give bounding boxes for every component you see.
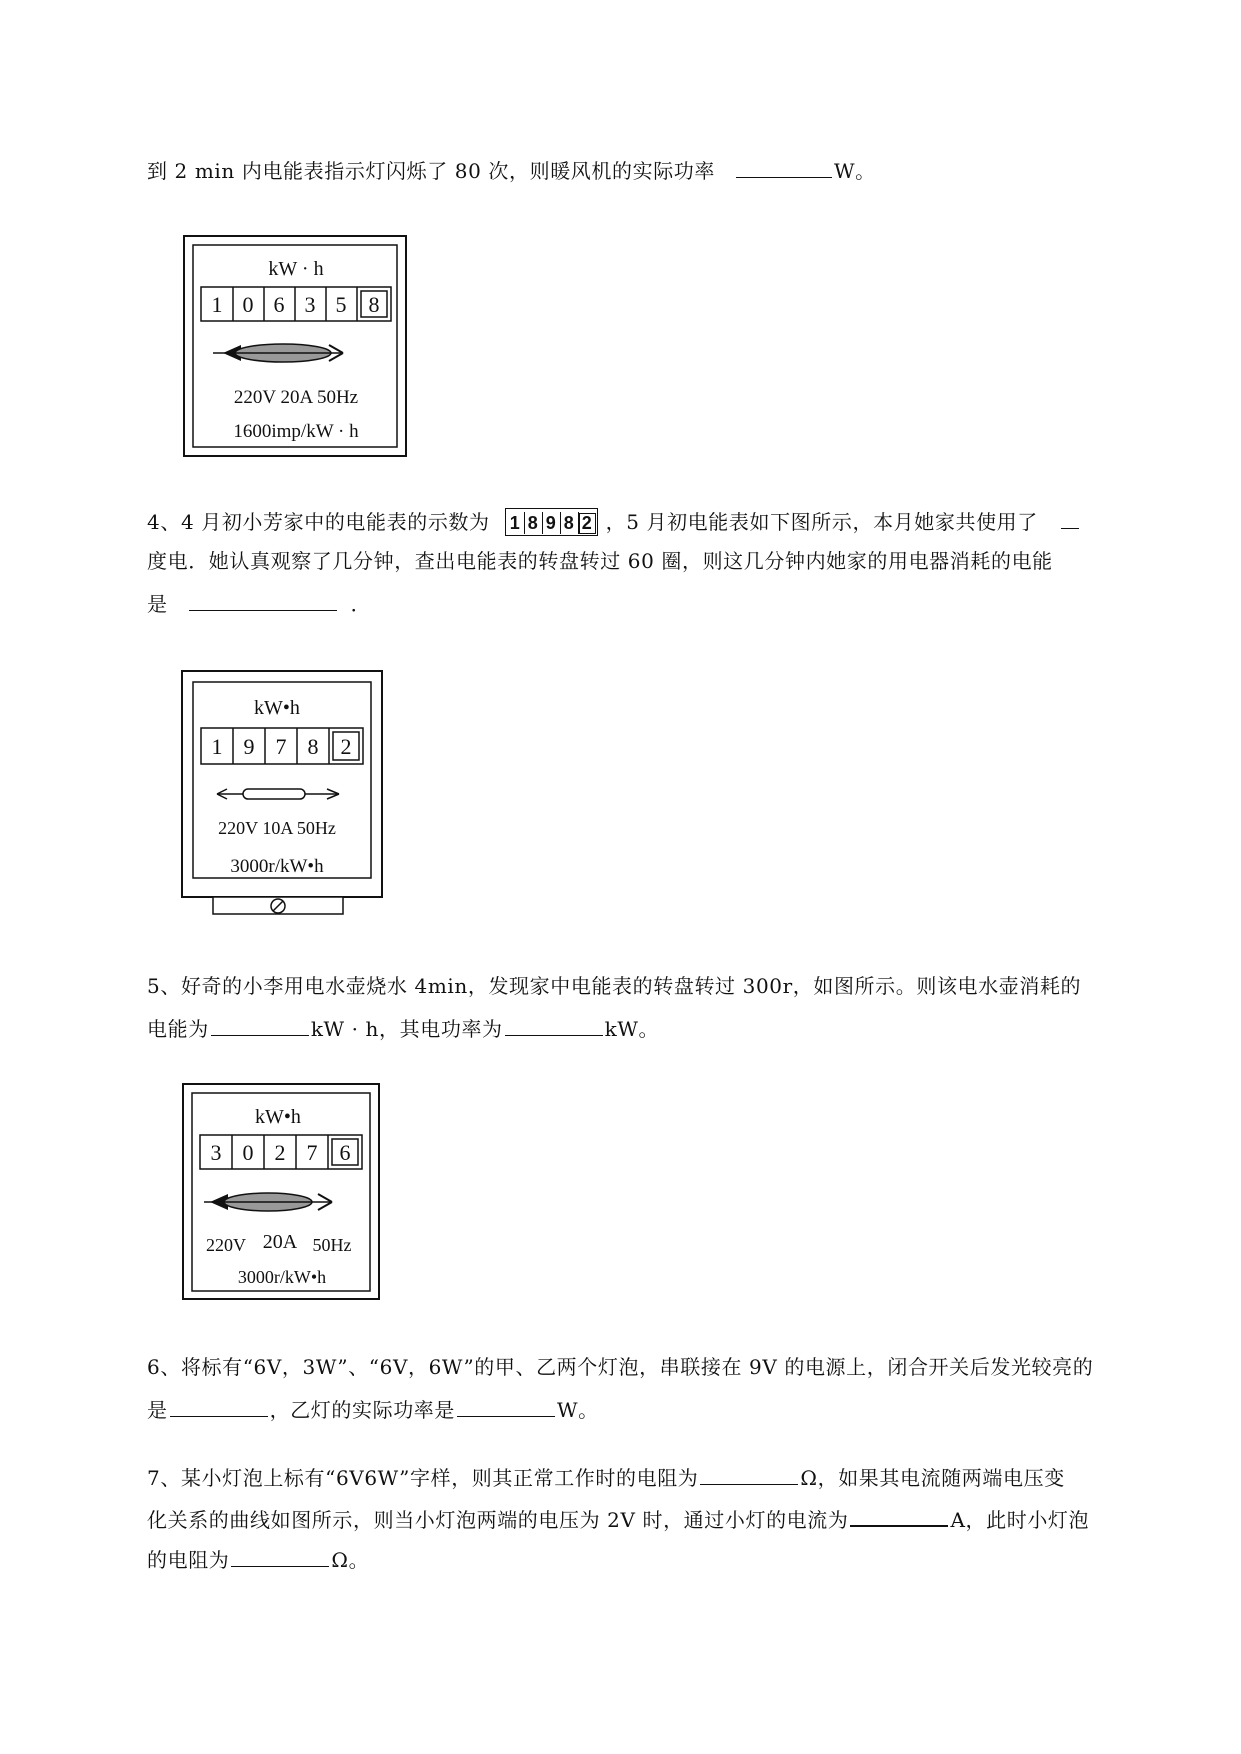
meter3-digit: 0 [242, 1140, 254, 1165]
q6-line2-b: ，乙灯的实际功率是 [269, 1398, 456, 1422]
q5-line2 [147, 1015, 659, 1041]
q4-answer-blank-1[interactable] [1061, 508, 1079, 529]
meter3-spec-voltage: 220V [206, 1235, 246, 1255]
q6-line2-a: 是 [147, 1398, 168, 1422]
q7-line2-a: 化关系的曲线如图所示，则当小灯泡两端的电压为 2V 时，通过小灯的电流为 [147, 1508, 849, 1532]
meter3-constant: 3000r/kW•h [237, 1267, 327, 1287]
q7-answer-blank-3[interactable] [231, 1546, 329, 1567]
meter2-spec: 220V 10A 50Hz [218, 818, 336, 838]
q6-line2 [147, 1396, 599, 1422]
q3-line [147, 157, 876, 183]
meter2-constant: 3000r/kW•h [230, 856, 324, 877]
meter1-digit: 5 [335, 292, 347, 317]
q6-number: 6、 [147, 1355, 181, 1379]
meter3-digit: 7 [306, 1140, 318, 1165]
inline-digit: 8 [561, 512, 579, 534]
q5-answer-blank-1[interactable] [211, 1015, 309, 1036]
q5-answer-blank-2[interactable] [505, 1015, 603, 1036]
meter3-digit: 6 [339, 1140, 351, 1165]
q3-text: 到 2 min 内电能表指示灯闪烁了 80 次，则暖风机的实际功率 [147, 159, 716, 183]
q7-number: 7、 [147, 1466, 181, 1490]
q6-line2-c: W。 [557, 1398, 599, 1422]
meter1-spec: 220V 20A 50Hz [233, 387, 359, 408]
q7-line1-b: Ω，如果其电流随两端电压变 [800, 1466, 1065, 1490]
q4-line3 [147, 590, 371, 616]
q6-answer-blank-1[interactable] [170, 1396, 268, 1417]
q7-line2 [147, 1505, 1089, 1532]
inline-digit: 1 [507, 512, 525, 534]
meter3-spec-frequency: 50Hz [312, 1235, 352, 1255]
q4-number: 4、 [147, 510, 181, 534]
q4-line3-post: ． [350, 592, 372, 616]
q5-line2-b: kW · h，其电功率为 [310, 1017, 503, 1041]
meter-figure-3 [182, 1083, 382, 1307]
q7-line2-b: A，此时小灯泡 [950, 1508, 1090, 1532]
q3-answer-blank[interactable] [736, 157, 832, 178]
q7-answer-blank-2[interactable] [850, 1505, 948, 1527]
meter3-digit: 2 [274, 1140, 286, 1165]
q7-line1-a: 某小灯泡上标有“6V6W”字样，则其正常工作时的电阻为 [180, 1466, 699, 1490]
q4-inline-meter-reading [505, 508, 598, 536]
meter1-digit: 8 [368, 292, 380, 317]
q4-line1-post: ，5 月初电能表如下图所示，本月她家共使用了 [605, 510, 1038, 534]
q5-number: 5、 [147, 974, 181, 998]
meter2-digit: 8 [307, 734, 319, 759]
inline-digit: 9 [543, 512, 561, 534]
meter2-digit: 9 [243, 734, 255, 759]
q5-line1 [147, 974, 1081, 998]
meter3-digit: 3 [210, 1140, 222, 1165]
meter1-digit: 1 [211, 292, 223, 317]
q4-answer-blank-2[interactable] [189, 590, 337, 611]
q7-line1 [147, 1464, 1065, 1490]
meter3-spec-current: 20A [262, 1231, 298, 1253]
q4-line1-pre: 4 月初小芳家中的电能表的示数为 [180, 510, 490, 534]
q6-answer-blank-2[interactable] [457, 1396, 555, 1417]
q5-line1-text: 好奇的小李用电水壶烧水 4min，发现家中电能表的转盘转过 300r，如图所示。则该电水壶消耗的 [180, 974, 1082, 998]
q7-line3 [147, 1546, 369, 1572]
meter1-unit-label: kW · h [268, 258, 324, 280]
meter-figure-1 [183, 235, 409, 463]
q6-line1 [147, 1355, 1093, 1379]
meter2-unit-label: kW•h [254, 697, 300, 719]
meter2-digit: 7 [275, 734, 287, 759]
inline-digit: 8 [525, 512, 543, 534]
meter1-digit: 3 [304, 292, 316, 317]
meter2-digit: 2 [340, 734, 352, 759]
q6-line1-text: 将标有“6V，3W”、“6V，6W”的甲、乙两个灯泡，串联接在 9V 的电源上，闭合开关后发光较亮的 [180, 1355, 1094, 1379]
meter1-digit: 0 [242, 292, 254, 317]
q7-answer-blank-1[interactable] [700, 1464, 798, 1485]
q4-line1 [147, 508, 1081, 538]
inline-digit: 2 [579, 513, 596, 534]
q4-line2: 度电．她认真观察了几分钟，查出电能表的转盘转过 60 圈，则这几分钟内她家的用电器消耗的电能 [147, 549, 1053, 573]
meter-figure-2 [181, 670, 389, 920]
q7-line3-b: Ω。 [331, 1548, 370, 1572]
meter1-digit: 6 [273, 292, 285, 317]
q5-line2-c: kW。 [604, 1017, 660, 1041]
q3-unit: W。 [833, 159, 876, 183]
q5-line2-a: 电能为 [147, 1017, 209, 1041]
q4-line3-pre: 是 [147, 592, 168, 616]
meter1-constant: 1600imp/kW · h [233, 421, 359, 442]
meter2-base-terminal [213, 897, 343, 914]
meter2-digit: 1 [211, 734, 223, 759]
q7-line3-a: 的电阻为 [147, 1548, 230, 1572]
meter3-unit-label: kW•h [255, 1106, 301, 1128]
